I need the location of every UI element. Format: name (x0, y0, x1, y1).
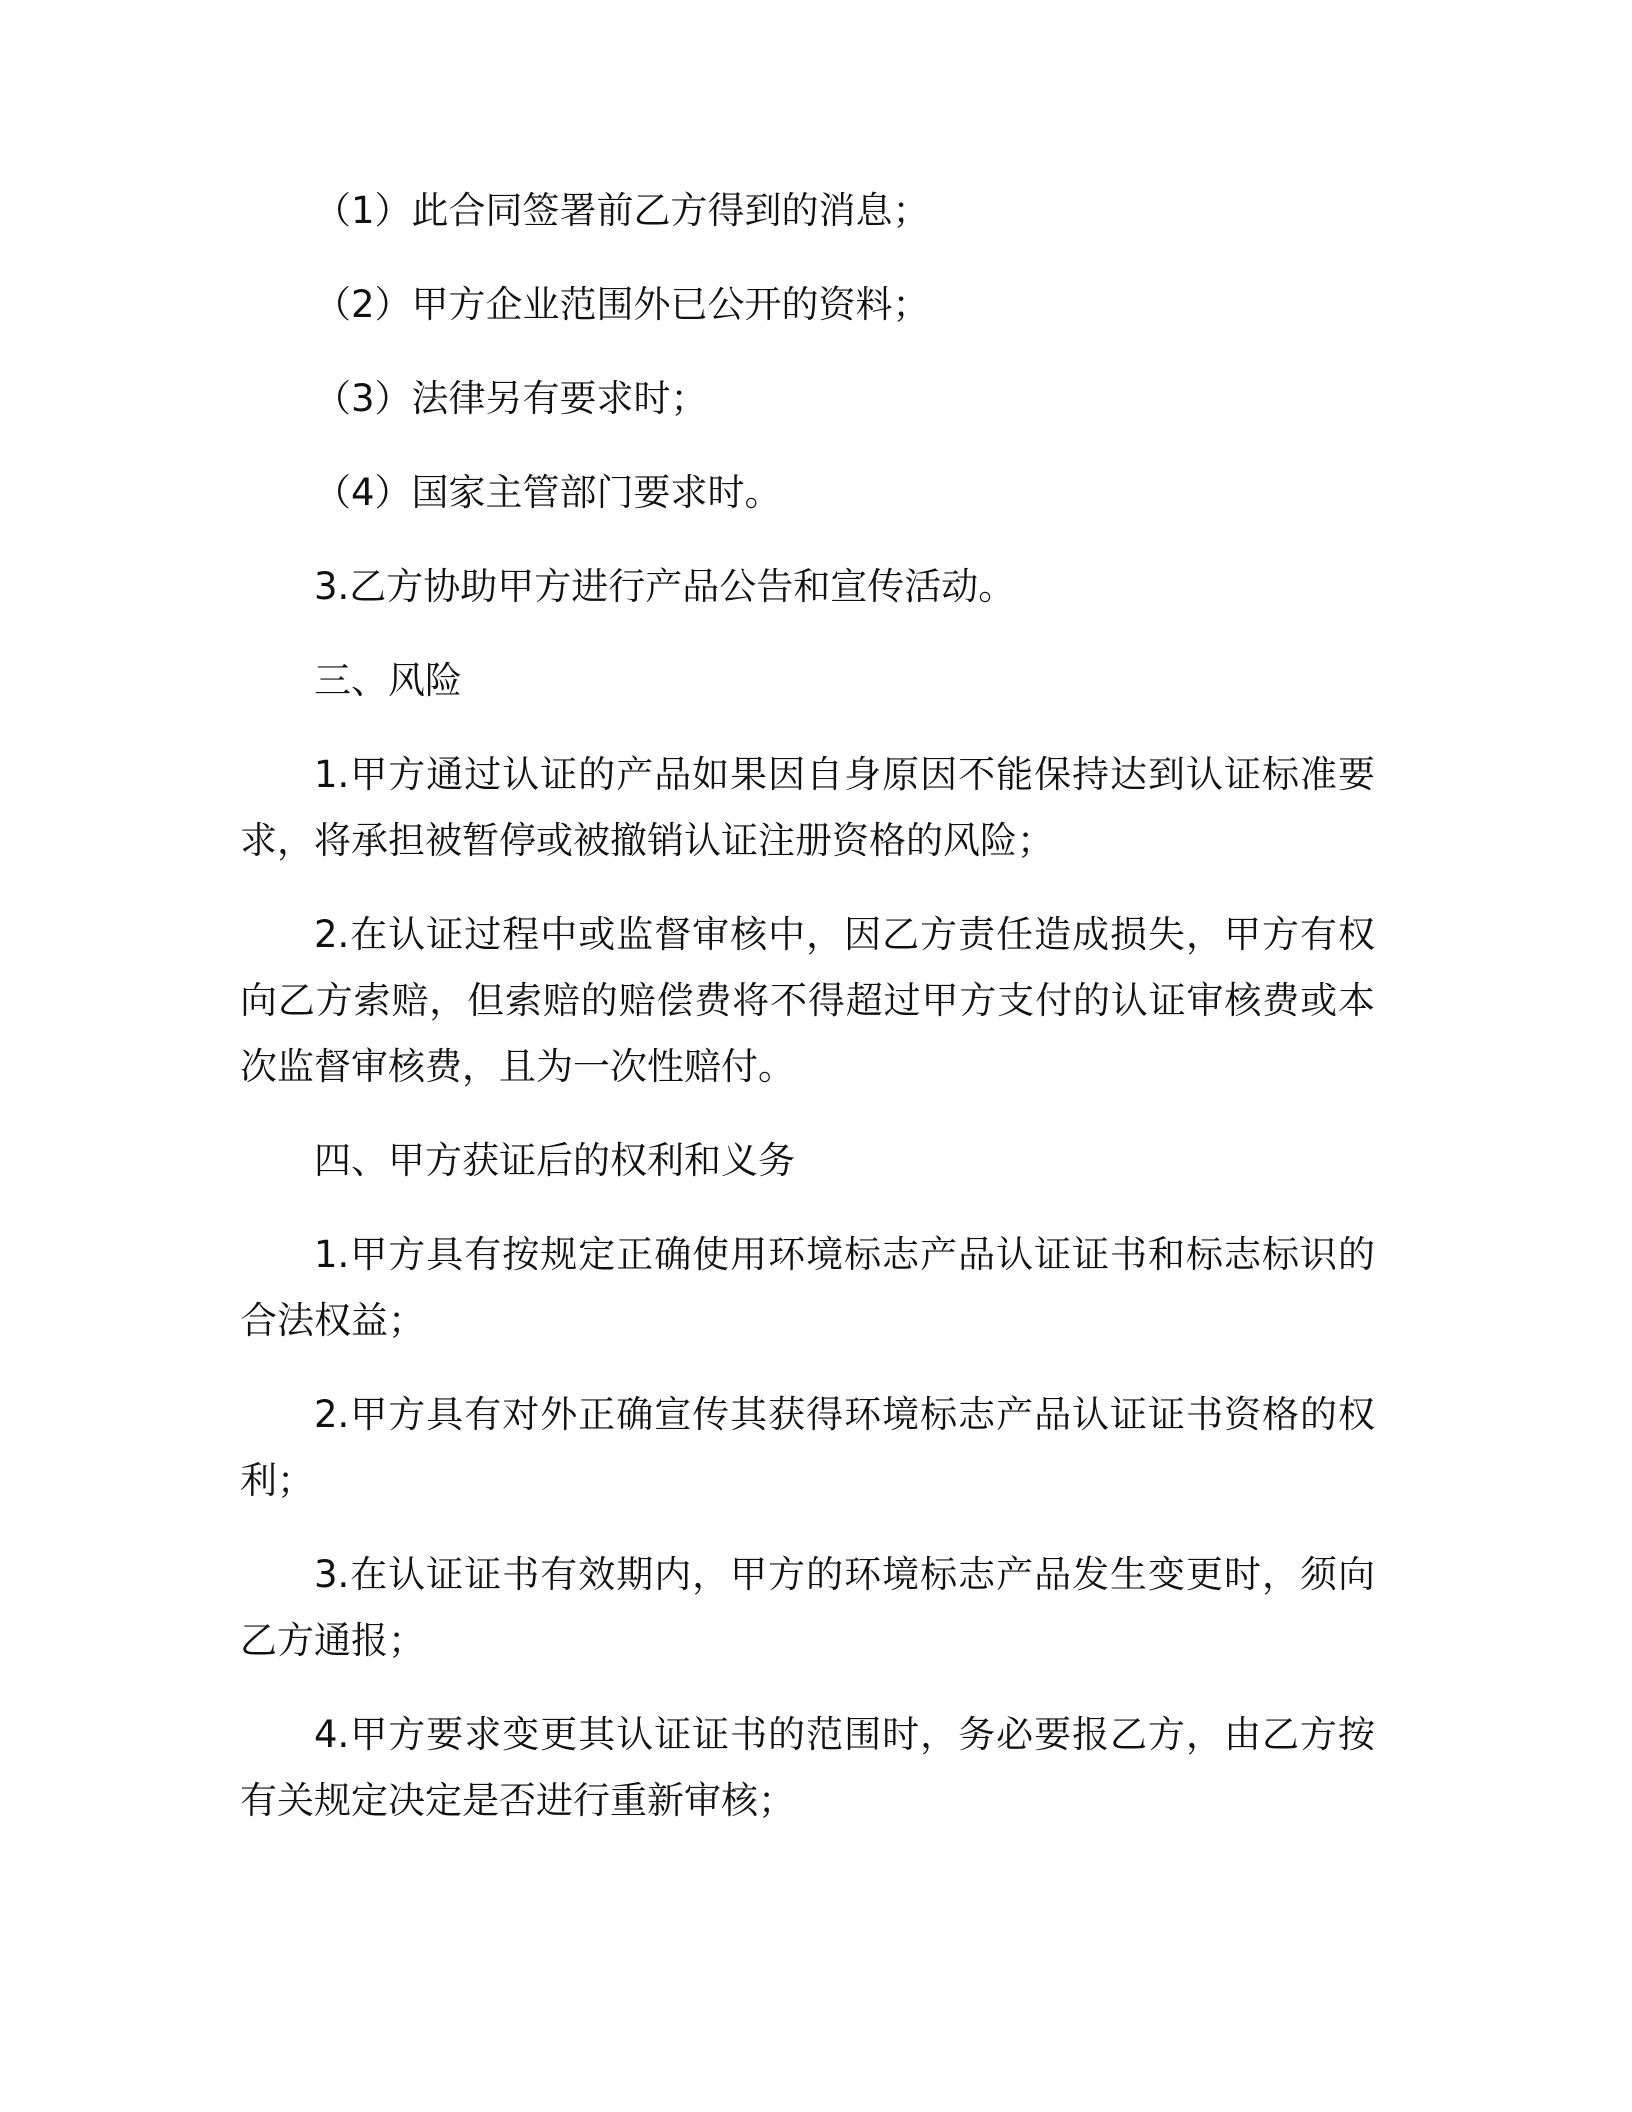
risk-clause-2: 2.在认证过程中或监督审核中，因乙方责任造成损失，甲方有权向乙方索赔，但索赔的赔偿费将不得超过甲方支付的认证审核费或本次监督审核费，且为一次性赔付。 (240, 913, 1375, 1088)
section-heading-risk: 三、风险 (314, 659, 462, 702)
clause-3-promotion: 3.乙方协助甲方进行产品公告和宣传活动。 (314, 565, 1016, 608)
list-item-2: （2）甲方企业范围外已公开的资料； (314, 283, 930, 326)
rights-clause-3: 3.在认证证书有效期内，甲方的环境标志产品发生变更时，须向乙方通报； (240, 1553, 1375, 1662)
list-item-3: （3）法律另有要求时； (314, 377, 708, 420)
rights-clause-4: 4.甲方要求变更其认证证书的范围时，务必要报乙方，由乙方按有关规定决定是否进行重新审核； (240, 1713, 1375, 1822)
list-item-1: （1）此合同签署前乙方得到的消息； (314, 189, 930, 232)
section-heading-rights: 四、甲方获证后的权利和义务 (314, 1139, 795, 1182)
document-body (240, 178, 1375, 1834)
rights-clause-1: 1.甲方具有按规定正确使用环境标志产品认证证书和标志标识的合法权益； (240, 1233, 1375, 1342)
risk-clause-1: 1.甲方通过认证的产品如果因自身原因不能保持达到认证标准要求，将承担被暂停或被撤销认证注册资格的风险； (240, 753, 1375, 862)
rights-clause-2: 2.甲方具有对外正确宣传其获得环境标志产品认证证书资格的权利； (240, 1393, 1375, 1502)
list-item-4: （4）国家主管部门要求时。 (314, 471, 782, 514)
